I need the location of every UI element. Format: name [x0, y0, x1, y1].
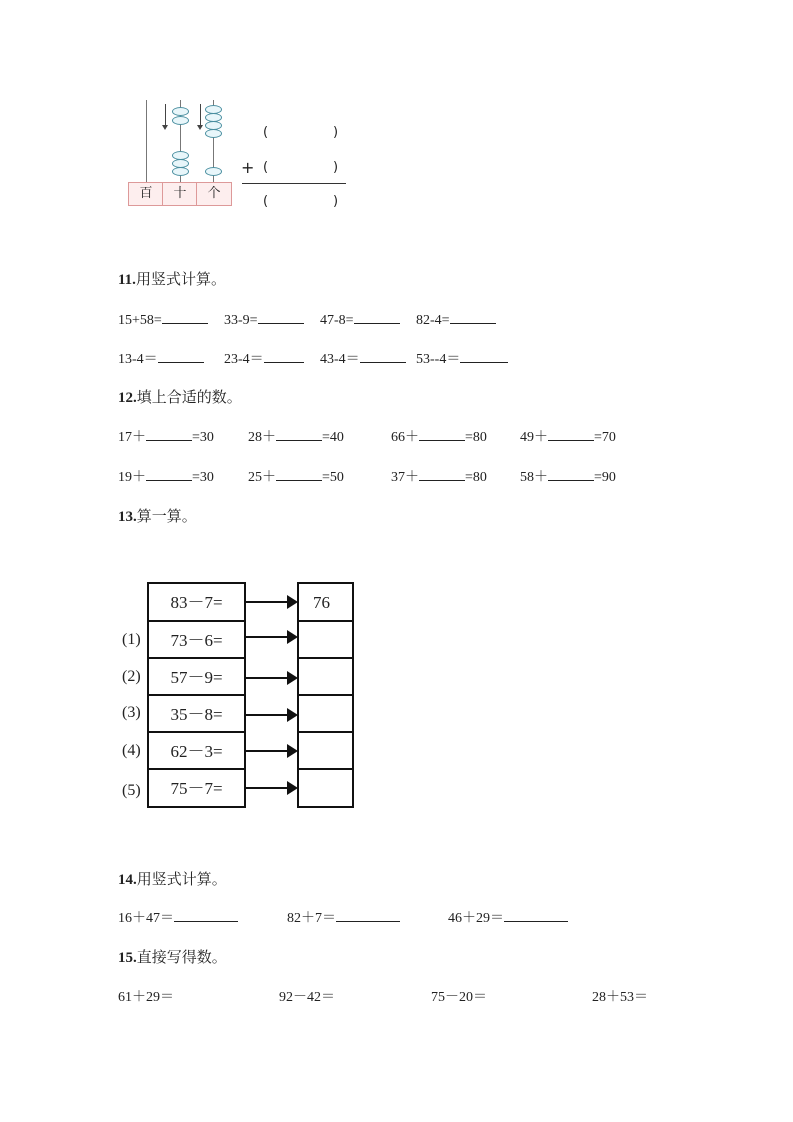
- place-label-tens: 十: [162, 182, 198, 206]
- answer-blank[interactable]: [450, 309, 496, 324]
- arrow-right-icon: [246, 750, 288, 752]
- q11-heading: [118, 268, 226, 289]
- abacus-bead: [172, 167, 189, 176]
- q11-expr: 23-4＝: [224, 352, 264, 367]
- q13-answer-cell[interactable]: [297, 731, 354, 770]
- q15-title: 直接写得数。: [136, 950, 227, 966]
- q13-number: 13.: [118, 509, 137, 525]
- q12-result: =80: [465, 430, 487, 445]
- q13-heading: [118, 505, 197, 526]
- place-label-ones: 个: [196, 182, 232, 206]
- q13-expression-cell: 57－9=: [147, 657, 246, 696]
- q14-expr: 16＋47＝: [118, 911, 174, 926]
- arrow-right-icon: [246, 787, 288, 789]
- q12-expr: 58＋: [520, 470, 548, 485]
- q15-expr: 61＋29＝: [118, 990, 174, 1005]
- q12-expr: 49＋: [520, 430, 548, 445]
- paren-open: (: [263, 125, 269, 140]
- q12-title: 填上合适的数。: [136, 390, 242, 406]
- arrow-right-icon: [246, 601, 288, 603]
- q13-row-label: (3): [122, 704, 141, 721]
- q13-answer-cell[interactable]: [297, 694, 354, 733]
- answer-blank[interactable]: [158, 348, 204, 363]
- q11-expr: 33-9=: [224, 313, 258, 328]
- q13-answer-cell[interactable]: 76: [297, 582, 354, 622]
- q12-result: =50: [322, 470, 344, 485]
- abacus-bead: [205, 167, 222, 176]
- q11-expr: 47-8=: [320, 313, 354, 328]
- arrow-right-icon: [246, 677, 288, 679]
- abacus-bead: [172, 116, 189, 125]
- answer-blank[interactable]: [548, 466, 594, 481]
- q13-expression-cell: 75－7=: [147, 768, 246, 808]
- q15-expr: 28＋53＝: [592, 990, 648, 1005]
- paren-close: ): [333, 194, 339, 209]
- arrow-right-icon: [246, 714, 288, 716]
- q15-expr: 75－20＝: [431, 990, 487, 1005]
- q12-result: =90: [594, 470, 616, 485]
- arrow-down-icon: [200, 104, 201, 126]
- q11-number: 11.: [118, 272, 136, 288]
- q13-title: 算一算。: [136, 509, 197, 525]
- q15-heading: [118, 946, 227, 967]
- q13-row-label: (2): [122, 668, 141, 685]
- paren-close: ): [333, 160, 339, 175]
- q11-expr: 43-4＝: [320, 352, 360, 367]
- place-label-hundreds: 百: [128, 182, 164, 206]
- q12-result: =70: [594, 430, 616, 445]
- q11-expr: 15+58=: [118, 313, 162, 328]
- answer-blank[interactable]: [258, 309, 304, 324]
- answer-blank[interactable]: [276, 426, 322, 441]
- answer-blank[interactable]: [548, 426, 594, 441]
- q12-expr: 25＋: [248, 470, 276, 485]
- answer-blank[interactable]: [419, 426, 465, 441]
- q13-expression-cell: 62－3=: [147, 731, 246, 770]
- q11-title: 用竖式计算。: [135, 272, 226, 288]
- answer-blank[interactable]: [504, 907, 568, 922]
- answer-blank[interactable]: [460, 348, 508, 363]
- q13-answer-cell[interactable]: [297, 768, 354, 808]
- q11-expr: 53--4＝: [416, 352, 461, 367]
- q13-row-label: (1): [122, 631, 141, 648]
- q12-result: =30: [192, 430, 214, 445]
- q13-row-label: (5): [122, 782, 141, 799]
- q12-heading: [118, 386, 242, 407]
- q13-expression-cell: 83－7=: [147, 582, 246, 622]
- q15-expr: 92－42＝: [279, 990, 335, 1005]
- q12-result: =80: [465, 470, 487, 485]
- plus-sign: +: [241, 158, 255, 177]
- answer-blank[interactable]: [419, 466, 465, 481]
- q12-expr: 28＋: [248, 430, 276, 445]
- q12-number: 12.: [118, 390, 137, 406]
- q12-result: =30: [192, 470, 214, 485]
- answer-blank[interactable]: [264, 348, 304, 363]
- q13-row-label: (4): [122, 742, 141, 759]
- abacus-bead: [172, 107, 189, 116]
- answer-blank[interactable]: [276, 466, 322, 481]
- q13-answer-cell[interactable]: [297, 620, 354, 659]
- q11-expr: 82-4=: [416, 313, 450, 328]
- q15-number: 15.: [118, 950, 137, 966]
- q13-answer-cell[interactable]: [297, 657, 354, 696]
- paren-open: (: [263, 160, 269, 175]
- q14-expr: 82＋7＝: [287, 911, 336, 926]
- answer-blank[interactable]: [146, 426, 192, 441]
- q14-number: 14.: [118, 872, 137, 888]
- answer-blank[interactable]: [146, 466, 192, 481]
- q12-result: =40: [322, 430, 344, 445]
- q11-expr: 13-4＝: [118, 352, 158, 367]
- q12-expr: 17＋: [118, 430, 146, 445]
- answer-blank[interactable]: [360, 348, 406, 363]
- q12-expr: 19＋: [118, 470, 146, 485]
- arrow-down-icon: [165, 104, 166, 126]
- q14-title: 用竖式计算。: [136, 872, 227, 888]
- answer-blank[interactable]: [336, 907, 400, 922]
- q14-expr: 46＋29＝: [448, 911, 504, 926]
- q12-expr: 66＋: [391, 430, 419, 445]
- answer-blank[interactable]: [162, 309, 208, 324]
- paren-open: (: [263, 194, 269, 209]
- answer-blank[interactable]: [174, 907, 238, 922]
- sum-line: [242, 183, 346, 184]
- q13-expression-cell: 73－6=: [147, 620, 246, 659]
- abacus-rod-hundreds: [146, 100, 147, 182]
- q12-expr: 37＋: [391, 470, 419, 485]
- abacus-bead: [205, 129, 222, 138]
- answer-blank[interactable]: [354, 309, 400, 324]
- q14-heading: [118, 868, 227, 889]
- paren-close: ): [333, 125, 339, 140]
- arrow-right-icon: [246, 636, 288, 638]
- q13-expression-cell: 35－8=: [147, 694, 246, 733]
